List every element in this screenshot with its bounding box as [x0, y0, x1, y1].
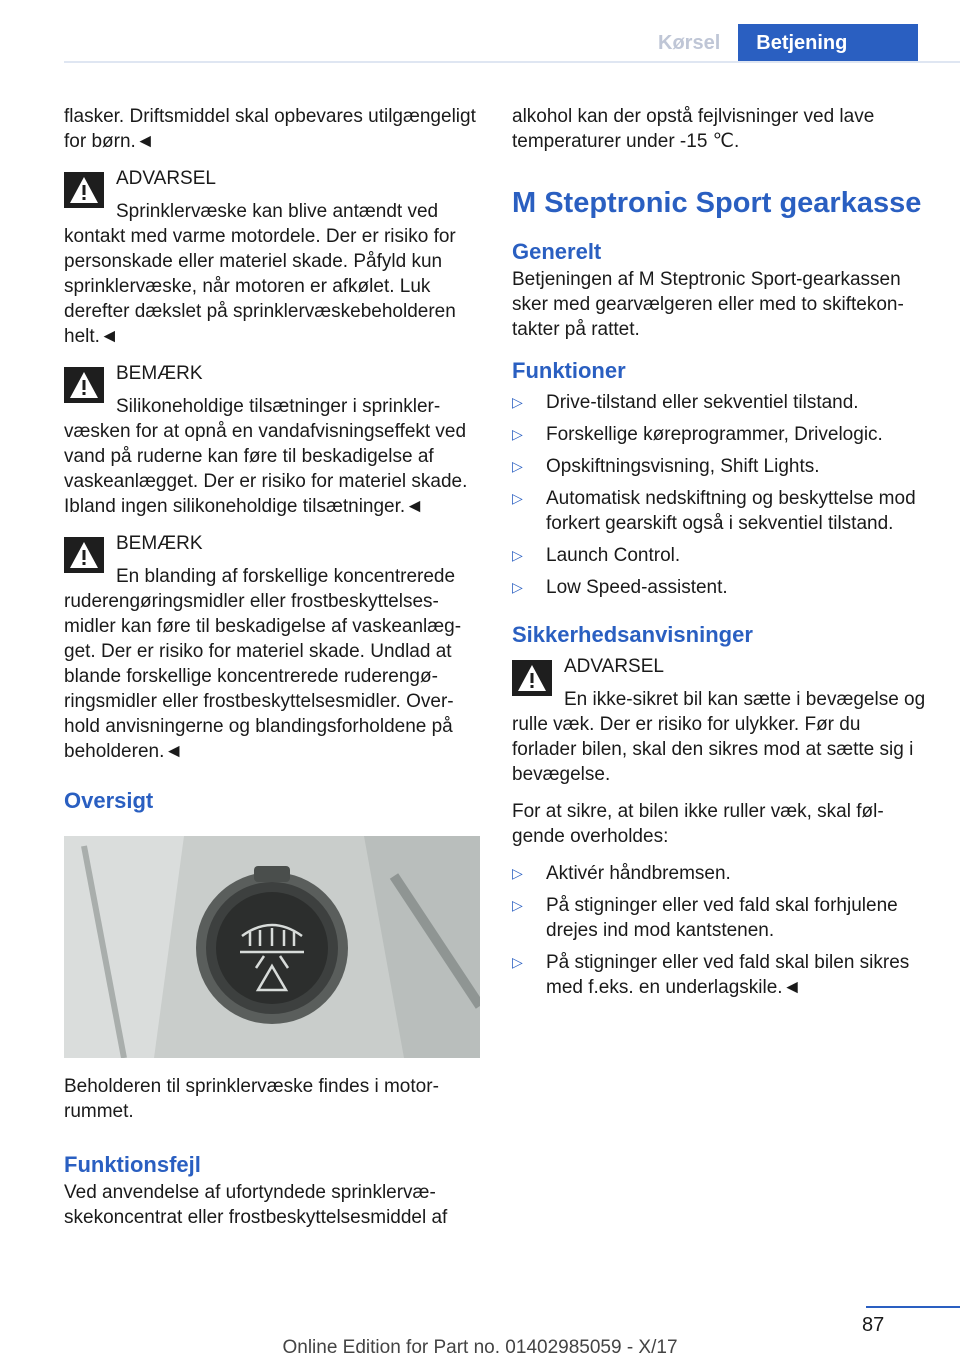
warning-triangle-icon	[512, 660, 552, 696]
washer-reservoir-photo	[64, 836, 480, 1058]
footer-edition: Online Edition for Part no. 01402985059 - X/17	[282, 1337, 678, 1358]
triangle-bullet-icon: ▷	[512, 458, 523, 474]
notice-body: En blanding af forskellige koncentrerede ruderengøringsmidler eller frostbeskyttelsesmidler kan føre til beskadigelse af vaskeanlægget. Der er risiko for materiel skade. Undlad at blande forskellige koncentrerede ruderengøringsmidler eller frostbeskyttelsesmidler. Overhold anvisningerne og blandingsforholdene på beholderen.◄	[64, 566, 462, 762]
warning-body: En ikke-sikret bil kan sætte i bevægelse og rulle væk. Der er risiko for ulykker. Før du forlader bilen, skal den sikres mod at sætte sig i bevægelse.	[512, 689, 926, 785]
sikre-list	[512, 861, 930, 1000]
triangle-bullet-icon: ▷	[512, 547, 523, 563]
warning-triangle-icon	[64, 537, 104, 573]
warning-body: Sprinklervæske kan blive antændt ved kontakt med varme motordele. Der er risiko for personskade eller materiel skade. Påfyld kun sprinklervæske, når motoren er afkølet. Luk derefter dækslet på sprinklervæskebeholderen helt.◄	[64, 201, 456, 347]
notice-body: Silikoneholdige tilsætninger i sprinklervæsken for at opnå en vandafvisningseffekt ved vand på ruderne kan føre til beskadigelse af vaskeanlægget. Der er risiko for materiel skade. Ibland ingen silikoneholdige tilsætninger.◄	[64, 396, 468, 517]
list-item	[512, 543, 930, 568]
warning-title: ADVARSEL	[116, 168, 216, 189]
triangle-bullet-icon: ▷	[512, 394, 523, 410]
footer-rule	[866, 1306, 960, 1308]
warning-triangle-icon	[64, 367, 104, 403]
triangle-bullet-icon: ▷	[512, 954, 523, 970]
notice-block	[64, 531, 482, 764]
left-intro: flasker. Driftsmiddel skal opbevares utilgængeligt for børn.◄	[64, 106, 476, 152]
tab-betjening[interactable]: Betjening	[738, 24, 918, 62]
notice-title: BEMÆRK	[116, 533, 203, 554]
list-item	[512, 575, 930, 600]
list-item-text: Forskellige køreprogrammer, Drivelogic.	[546, 424, 883, 445]
list-item	[512, 893, 930, 943]
triangle-bullet-icon: ▷	[512, 579, 523, 595]
list-item-text: Aktivér håndbremsen.	[546, 863, 731, 884]
list-item-text: Automatisk nedskiftning og beskyttelse mod forkert gearskift også i sekventiel tilstand.	[546, 488, 916, 534]
triangle-bullet-icon: ▷	[512, 897, 523, 913]
funktioner-list	[512, 390, 930, 600]
warning-title: ADVARSEL	[564, 656, 664, 677]
triangle-bullet-icon: ▷	[512, 426, 523, 442]
list-item-text: Launch Control.	[546, 545, 681, 566]
warning-triangle-icon	[64, 172, 104, 208]
list-item	[512, 486, 930, 536]
tab-korsel[interactable]: Kørsel	[658, 32, 721, 54]
list-item	[512, 390, 930, 415]
left-column	[64, 104, 482, 1242]
funktionsfejl-text: Ved anvendelse af ufortyndede sprinklervæskekoncentrat eller frostbeskyttelsesmiddel af	[64, 1182, 448, 1228]
heading-m-steptronic: M Steptronic Sport gearkasse	[512, 187, 922, 219]
list-item	[512, 861, 930, 886]
triangle-bullet-icon: ▷	[512, 490, 523, 506]
list-item	[512, 454, 930, 479]
header-tabs	[640, 24, 918, 62]
heading-sikkerhedsanvisninger: Sikkerhedsanvisninger	[512, 622, 753, 647]
notice-block	[64, 361, 482, 519]
list-item-text: Low Speed-assistent.	[546, 577, 728, 598]
heading-funktioner: Funktioner	[512, 358, 626, 383]
list-item-text: Drive-tilstand eller sekventiel tilstand.	[546, 392, 859, 413]
list-item-text: På stigninger eller ved fald skal bilen sikres med f.eks. en underlagskile.◄	[546, 952, 910, 998]
list-item-text: Opskiftningsvisning, Shift Lights.	[546, 456, 820, 477]
warning-block	[512, 654, 930, 787]
photo-caption: Beholderen til sprinklervæske findes i motorrummet.	[64, 1076, 439, 1122]
list-item-text: På stigninger eller ved fald skal forhjulene drejes ind mod kantstenen.	[546, 895, 898, 941]
generelt-text: Betjeningen af M Steptronic Sport-gearkassen sker med gearvælgeren eller med to skiftekontakter på rattet.	[512, 269, 904, 340]
list-item	[512, 422, 930, 447]
right-intro: alkohol kan der opstå fejlvisninger ved lave temperaturer under -15 ℃.	[512, 106, 875, 152]
list-item	[512, 950, 930, 1000]
page-number: 87	[862, 1314, 885, 1336]
notice-title: BEMÆRK	[116, 363, 203, 384]
right-column	[512, 104, 930, 1012]
heading-funktionsfejl: Funktionsfejl	[64, 1152, 201, 1177]
warning-block	[64, 166, 482, 349]
sikre-text: For at sikre, at bilen ikke ruller væk, skal følgende overholdes:	[512, 801, 884, 847]
heading-generelt: Generelt	[512, 239, 602, 264]
heading-oversigt: Oversigt	[64, 788, 154, 813]
header-rule	[64, 61, 960, 63]
triangle-bullet-icon: ▷	[512, 865, 523, 881]
